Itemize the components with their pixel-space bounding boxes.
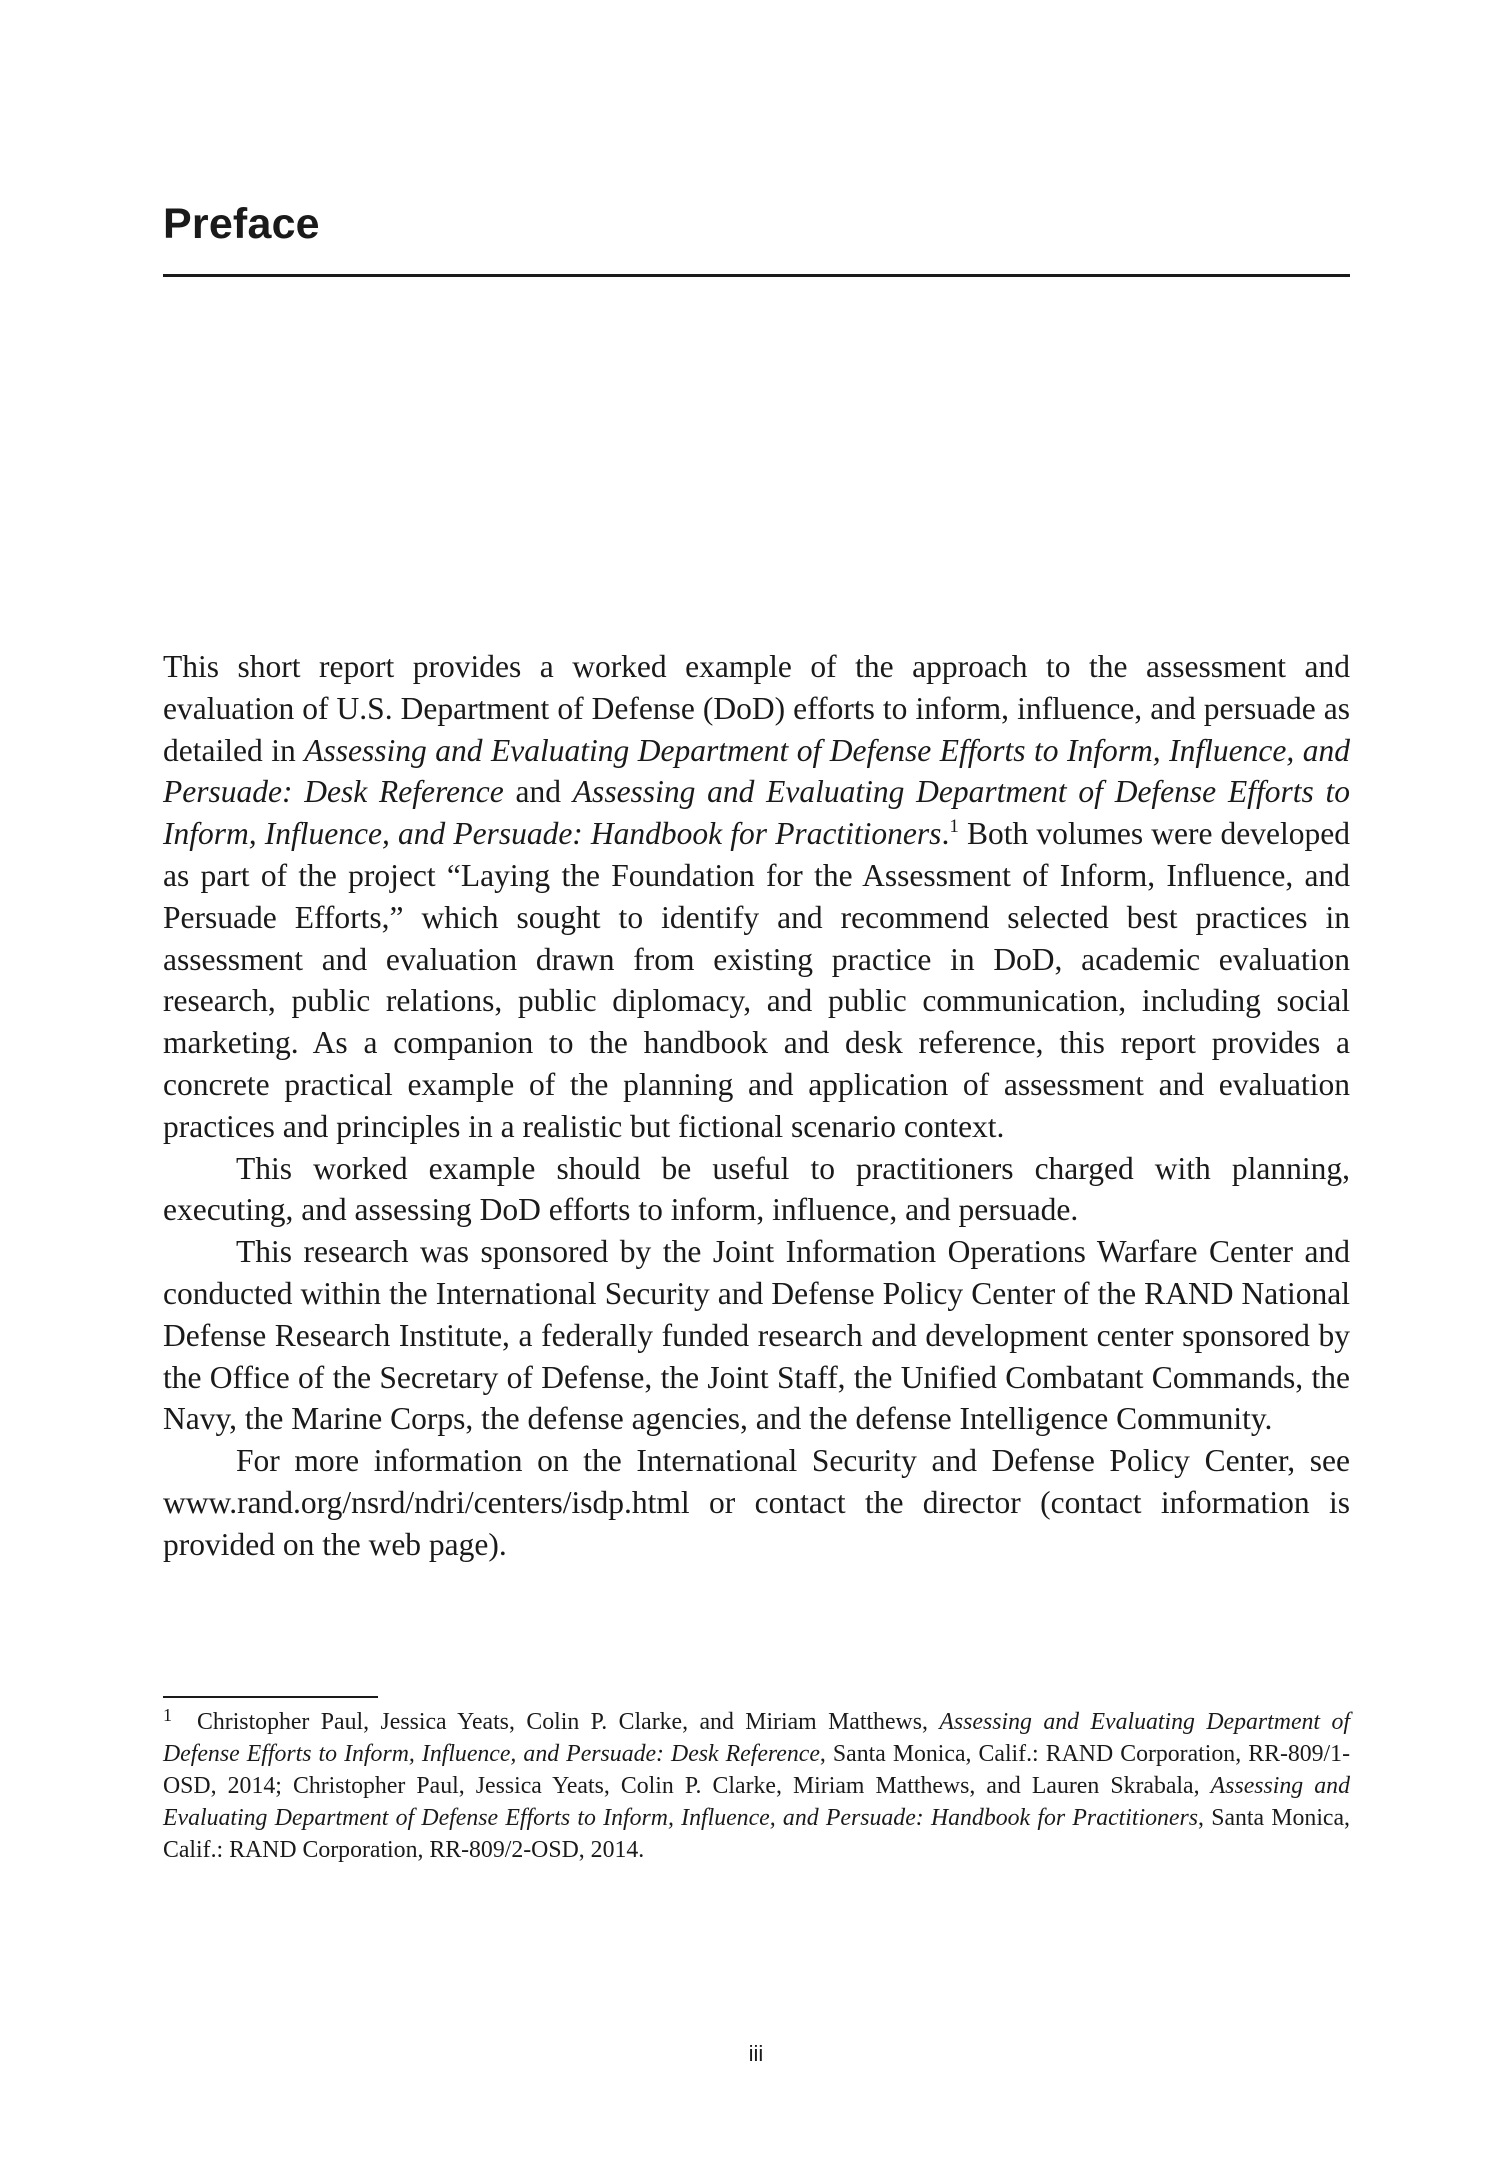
footnote-1: 1 Christopher Paul, Jessica Yeats, Colin P. Clarke, and Miriam Matthews, Assessing and Evaluating Department of Defense Efforts to Inform, Influence, and Persuade: Desk Reference, Santa Monica, Calif.: RAND Corporation, RR-809/1-OSD, 2014; Christopher Paul, Jessica Yeats, Colin P. Clarke, Miriam Matthews, and Lauren Skrabala, Assessing and Evaluating Department of Defense Efforts to Inform, Influence, and Persuade: Handbook for Practitioners, Santa Monica, Calif.: RAND Corporation, RR-809/2-OSD, 2014. bbox=[163, 1705, 1350, 1863]
body-text bbox=[163, 646, 1350, 1566]
p1-text-1: This short report provides a worked example of the approach to the assessment and evaluation of U.S. Department of Defense (DoD) efforts to inform, influence, and persuade as detailed in bbox=[163, 649, 1350, 768]
footnote bbox=[163, 1706, 1350, 1866]
paragraph-4: For more information on the International Security and Defense Policy Center, see www.rand.org/nsrd/ndri/centers/isdp.html or contact the director (contact information is provided on the web page). bbox=[163, 1443, 1350, 1562]
p1-text-4: Both volumes were developed as part of the project “Laying the Foundation for the Assessment of Inform, Influence, and Persuade Efforts,” which sought to identify and recommend selected best practices in assessment and evaluation drawn from existing practice in DoD, academic evaluation research, public relations, public diplomacy, and public communication, including social marketing. As a companion to the handbook and desk reference, this report provides a concrete practical example of the planning and application of assessment and evaluation practices and principles in a realistic but fictional scenario context. bbox=[163, 816, 1351, 1144]
footnote-reference: 1 bbox=[949, 816, 959, 838]
fn-text-1: Christopher Paul, Jessica Yeats, Colin P. Clarke, and Miriam Matthews, bbox=[197, 1709, 940, 1735]
p1-title-desk-reference: Assessing and Evaluating Department of Defense Efforts to Inform, Influence, and Persuade: Desk Reference bbox=[163, 732, 1350, 810]
footnote-rule bbox=[163, 1696, 378, 1698]
p1-text-3: . bbox=[941, 816, 950, 852]
paragraph-1 bbox=[163, 646, 1350, 1148]
fn-text-2: , Santa Monica, Calif.: RAND Corporation, RR-809/1-OSD, 2014; Christopher Paul, Jessica Yeats, Colin P. Clarke, Miriam Matthews, and Lauren Skrabala, bbox=[163, 1741, 1350, 1799]
paragraph-2: This worked example should be useful to practitioners charged with planning, executing, and assessing DoD efforts to inform, influence, and persuade. bbox=[163, 1150, 1350, 1228]
p1-text-2: and bbox=[503, 774, 573, 810]
page-number: iii bbox=[748, 2041, 764, 2066]
page-title: Preface bbox=[163, 200, 320, 248]
paragraph-3: This research was sponsored by the Joint Information Operations Warfare Center and conducted within the International Security and Defense Policy Center of the RAND National Defense Research Institute, a federally funded research and development center sponsored by the Office of the Secretary of Defense, the Joint Staff, the Unified Combatant Commands, the Navy, the Marine Corps, the defense agencies, and the defense Intelligence Community. bbox=[163, 1234, 1350, 1437]
fn-title-handbook: Assessing and Evaluating Department of Defense Efforts to Inform, Influence, and Persuade: Handbook for Practitioners bbox=[163, 1773, 1350, 1831]
p1-title-handbook: Assessing and Evaluating Department of Defense Efforts to Inform, Influence, and Persuade: Handbook for Practitioners bbox=[163, 774, 1350, 852]
title-rule bbox=[163, 274, 1350, 277]
fn-title-desk-reference: Assessing and Evaluating Department of Defense Efforts to Inform, Influence, and Persuade: Desk Reference bbox=[163, 1709, 1350, 1767]
fn-text-3: , Santa Monica, Calif.: RAND Corporation, RR-809/2-OSD, 2014. bbox=[163, 1805, 1350, 1863]
